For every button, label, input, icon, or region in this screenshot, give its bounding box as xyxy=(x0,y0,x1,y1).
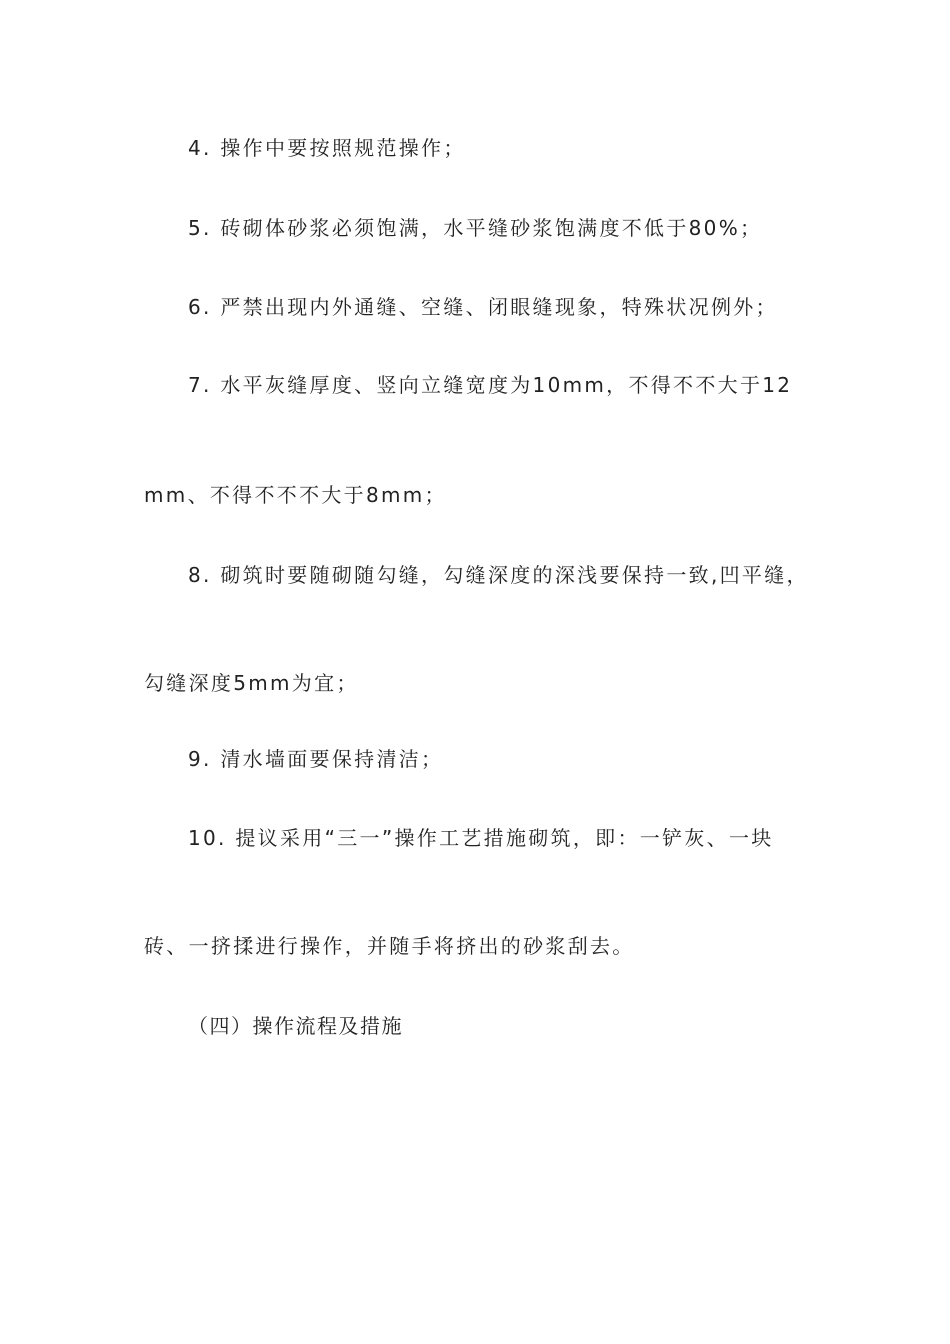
list-item-4: 4. 操作中要按照规范操作； xyxy=(188,136,466,160)
list-item-7-continuation: mm、不得不不不大于8mm； xyxy=(144,483,447,507)
list-item-7: 7. 水平灰缝厚度、竖向立缝宽度为10mm，不得不不大于12 xyxy=(188,373,793,397)
list-item-10: 10. 提议采用“三一”操作工艺措施砌筑，即：一铲灰、一块 xyxy=(188,826,774,850)
list-item-10-continuation: 砖、一挤揉进行操作，并随手将挤出的砂浆刮去。 xyxy=(144,934,635,958)
list-item-8-continuation: 勾缝深度5mm为宜； xyxy=(144,671,359,695)
section-heading: （四）操作流程及措施 xyxy=(188,1014,403,1038)
list-item-8: 8. 砌筑时要随砌随勾缝，勾缝深度的深浅要保持一致,凹平缝， xyxy=(188,563,809,587)
list-item-6: 6. 严禁出现内外通缝、空缝、闭眼缝现象，特殊状况例外； xyxy=(188,295,778,319)
list-item-5: 5. 砖砌体砂浆必须饱满，水平缝砂浆饱满度不低于80%； xyxy=(188,216,763,240)
list-item-9: 9. 清水墙面要保持清洁； xyxy=(188,747,444,771)
